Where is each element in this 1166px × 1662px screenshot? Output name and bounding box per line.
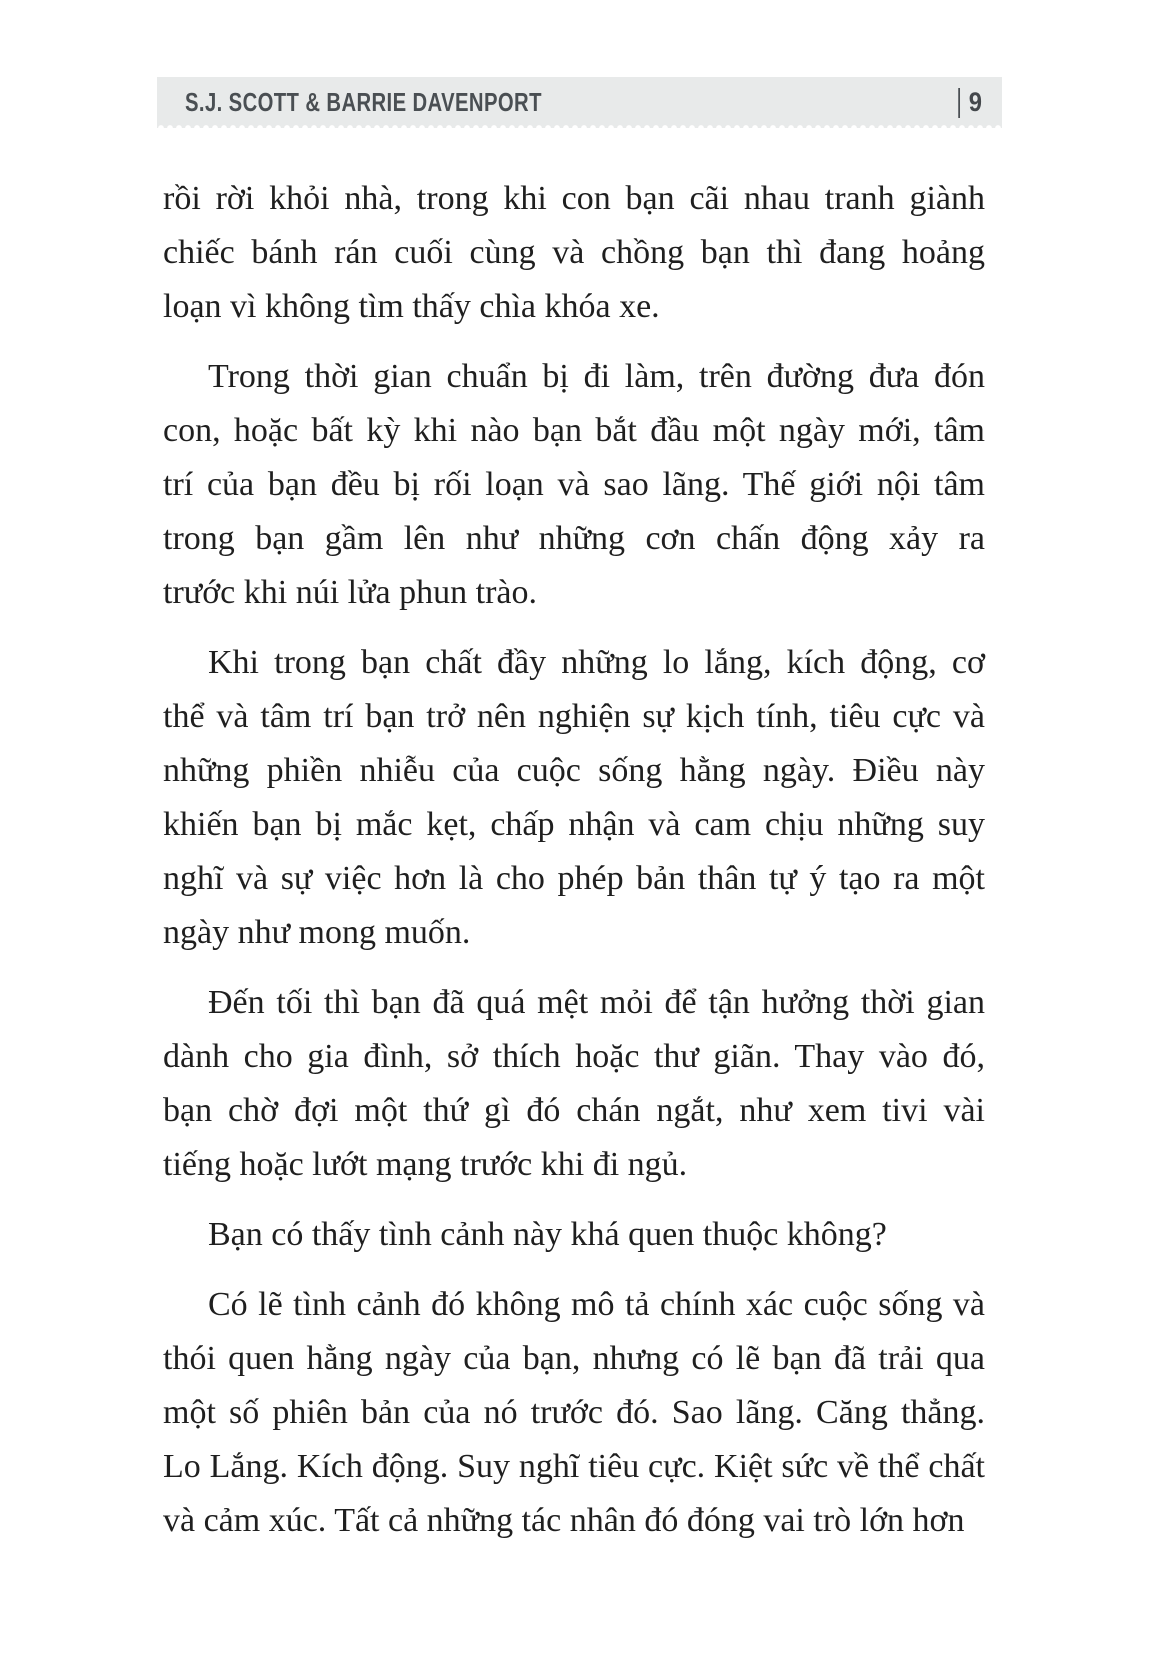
text-line: rồi rời khỏi nhà, trong khi con bạn cãi nhau tranh giành — [163, 180, 985, 217]
page-number-divider — [958, 88, 960, 118]
text-line: Đến tối thì bạn đã quá mệt mỏi để tận hưởng thời gian — [208, 984, 985, 1021]
text-line: trong bạn gầm lên như những cơn chấn động xảy ra — [163, 520, 985, 557]
text-line: bạn chờ đợi một thứ gì đó chán ngắt, như xem tivi vài — [163, 1092, 985, 1129]
text-line: Có lẽ tình cảnh đó không mô tả chính xác cuộc sống và — [208, 1286, 985, 1323]
text-line: và cảm xúc. Tất cả những tác nhân đó đóng vai trò lớn hơn — [163, 1502, 965, 1539]
text-line: trước khi núi lửa phun trào. — [163, 574, 537, 611]
text-line: Trong thời gian chuẩn bị đi làm, trên đường đưa đón — [208, 358, 985, 395]
text-line: khiến bạn bị mắc kẹt, chấp nhận và cam chịu những suy — [163, 806, 985, 843]
text-line: tiếng hoặc lướt mạng trước khi đi ngủ. — [163, 1146, 688, 1183]
paragraph — [163, 1208, 985, 1262]
text-line: nghĩ và sự việc hơn là cho phép bản thân tự ý tạo ra một — [163, 860, 985, 897]
text-line: dành cho gia đình, sở thích hoặc thư giãn. Thay vào đó, — [163, 1038, 985, 1075]
page-number-group — [958, 87, 982, 118]
text-line: chiếc bánh rán cuối cùng và chồng bạn thì đang hoảng — [163, 234, 985, 271]
text-line: Khi trong bạn chất đầy những lo lắng, kích động, cơ — [208, 644, 985, 681]
author-line: S.J. SCOTT & BARRIE DAVENPORT — [185, 87, 542, 117]
text-line: một số phiên bản của nó trước đó. Sao lãng. Căng thẳng. — [163, 1394, 985, 1431]
text-line: thói quen hằng ngày của bạn, nhưng có lẽ bạn đã trải qua — [163, 1340, 985, 1377]
text-line: Lo Lắng. Kích động. Suy nghĩ tiêu cực. Kiệt sức về thể chất — [163, 1448, 985, 1485]
text-line: con, hoặc bất kỳ khi nào bạn bắt đầu một ngày mới, tâm — [163, 412, 985, 449]
text-line: ngày như mong muốn. — [163, 914, 471, 951]
paragraph — [163, 976, 985, 1192]
paragraph — [163, 636, 985, 960]
paragraph — [163, 350, 985, 620]
text-line: Bạn có thấy tình cảnh này khá quen thuộc không? — [208, 1216, 887, 1253]
text-line: loạn vì không tìm thấy chìa khóa xe. — [163, 288, 660, 325]
paragraph — [163, 1278, 985, 1548]
text-line: những phiền nhiễu của cuộc sống hằng ngày. Điều này — [163, 752, 985, 789]
paragraph — [163, 172, 985, 334]
text-line: trí của bạn đều bị rối loạn và sao lãng. Thế giới nội tâm — [163, 466, 985, 503]
page-number: 9 — [968, 87, 982, 117]
text-line: thể và tâm trí bạn trở nên nghiện sự kịch tính, tiêu cực và — [163, 698, 985, 735]
page-body — [163, 172, 985, 1548]
page-header — [157, 77, 1002, 128]
